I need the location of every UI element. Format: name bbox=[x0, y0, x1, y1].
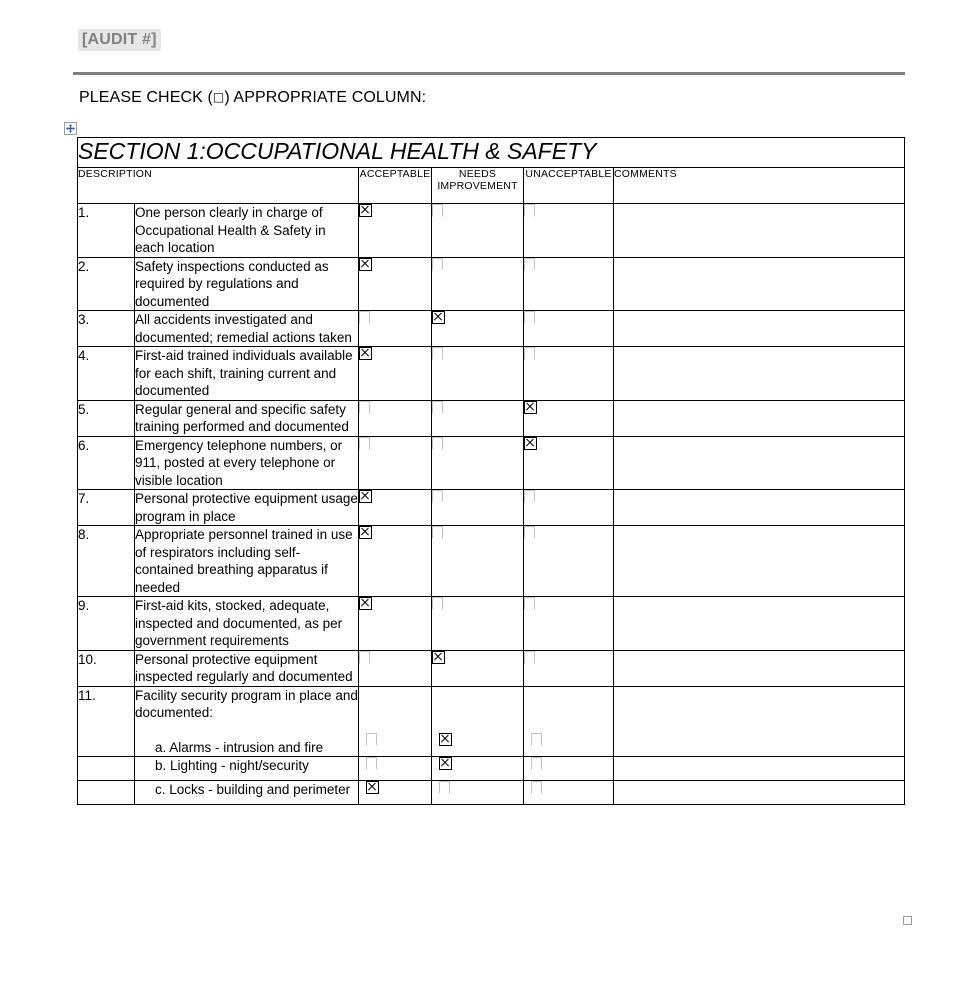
row-description-cell bbox=[135, 347, 359, 401]
checkbox-needs-improvement[interactable] bbox=[432, 347, 443, 360]
row-description: Safety inspections conducted as required by regulations and documented bbox=[135, 258, 329, 309]
comments-cell[interactable] bbox=[614, 257, 905, 311]
checkbox-acceptable[interactable] bbox=[359, 437, 370, 450]
row-number: 8. bbox=[78, 526, 135, 597]
comments-cell[interactable] bbox=[614, 757, 905, 781]
row-description-cell bbox=[135, 436, 359, 490]
table-move-handle[interactable] bbox=[64, 122, 77, 135]
column-header-needs-improvement-line1: NEEDS bbox=[458, 168, 497, 180]
checkbox-acceptable[interactable] bbox=[359, 401, 370, 414]
comments-cell[interactable] bbox=[614, 526, 905, 597]
checkbox-cell-unacceptable[interactable] bbox=[524, 347, 614, 401]
audit-number-field[interactable] bbox=[78, 29, 161, 51]
row-description-cell bbox=[135, 650, 359, 686]
checkbox-acceptable[interactable] bbox=[366, 733, 377, 746]
instruction-text-before: PLEASE CHECK ( bbox=[79, 89, 213, 106]
column-header-needs-improvement bbox=[432, 168, 524, 204]
row-description: One person clearly in charge of Occupational Health & Safety in each location bbox=[135, 205, 326, 255]
audit-checklist-table bbox=[77, 137, 905, 805]
checkbox-unacceptable[interactable] bbox=[524, 651, 535, 664]
row-number: 1. bbox=[78, 204, 135, 258]
checkbox-acceptable[interactable] bbox=[359, 258, 372, 271]
comments-cell[interactable] bbox=[614, 204, 905, 258]
checkbox-cell-acceptable[interactable] bbox=[359, 311, 432, 347]
empty-checkbox-icon: □ bbox=[212, 90, 225, 104]
row-number: 7. bbox=[78, 490, 135, 526]
checkbox-unacceptable[interactable] bbox=[524, 437, 537, 450]
checkbox-unacceptable[interactable] bbox=[524, 526, 535, 539]
column-header-row bbox=[78, 168, 905, 204]
checkbox-needs-improvement[interactable] bbox=[432, 490, 443, 503]
comments-cell[interactable] bbox=[614, 311, 905, 347]
row-description: First-aid trained individuals available for each shift, training current and documented bbox=[135, 348, 353, 398]
checkbox-needs-improvement[interactable] bbox=[439, 781, 450, 794]
row-description: Personal protective equipment inspected regularly and documented bbox=[135, 651, 353, 684]
checkbox-unacceptable[interactable] bbox=[524, 258, 535, 271]
checkbox-unacceptable[interactable] bbox=[524, 597, 535, 610]
comments-cell[interactable] bbox=[614, 650, 905, 686]
instruction-text-after: ) APPROPRIATE COLUMN: bbox=[224, 89, 427, 106]
checkbox-unacceptable[interactable] bbox=[524, 204, 535, 217]
checkbox-acceptable[interactable] bbox=[366, 781, 379, 794]
table-row bbox=[78, 686, 905, 757]
checkbox-unacceptable[interactable] bbox=[531, 757, 542, 770]
header-divider-rule bbox=[73, 72, 905, 75]
row-number: 9. bbox=[78, 597, 135, 651]
checkbox-cell-unacceptable[interactable] bbox=[524, 650, 614, 686]
checkbox-cell-acceptable[interactable] bbox=[359, 781, 432, 805]
row-number bbox=[78, 757, 135, 781]
checkbox-unacceptable[interactable] bbox=[524, 490, 535, 503]
spacer bbox=[135, 722, 358, 739]
row-description-cell bbox=[135, 526, 359, 597]
checkbox-cell-acceptable[interactable] bbox=[359, 650, 432, 686]
checkbox-cell-needs-improvement[interactable] bbox=[432, 526, 524, 597]
checkbox-acceptable[interactable] bbox=[359, 651, 370, 664]
checkbox-unacceptable[interactable] bbox=[531, 781, 542, 794]
row-number: 3. bbox=[78, 311, 135, 347]
table-row bbox=[78, 526, 905, 597]
row-description: Personal protective equipment usage program in place bbox=[135, 491, 358, 524]
checkbox-cell-needs-improvement[interactable] bbox=[432, 204, 524, 258]
checkbox-cell-acceptable[interactable] bbox=[359, 490, 432, 526]
checkbox-cell-needs-improvement[interactable] bbox=[432, 490, 524, 526]
row-description-cell bbox=[135, 686, 359, 757]
checkbox-cell-unacceptable[interactable] bbox=[524, 597, 614, 651]
checkbox-needs-improvement[interactable] bbox=[432, 597, 443, 610]
checkbox-cell-acceptable[interactable] bbox=[359, 597, 432, 651]
row-sub-item: c. Locks - building and perimeter bbox=[155, 782, 351, 797]
row-description: Facility security program in place and documented: bbox=[135, 687, 358, 720]
checkbox-cell-unacceptable[interactable] bbox=[524, 781, 614, 805]
comments-cell[interactable] bbox=[614, 781, 905, 805]
row-description-cell bbox=[135, 597, 359, 651]
checkbox-needs-improvement[interactable] bbox=[432, 401, 443, 414]
table-row bbox=[78, 650, 905, 686]
checkbox-needs-improvement[interactable] bbox=[432, 258, 443, 271]
row-description: Appropriate personnel trained in use of respirators including self-contained breathing apparatus if needed bbox=[135, 527, 353, 595]
checkbox-cell-acceptable[interactable] bbox=[359, 257, 432, 311]
checkbox-cell-needs-improvement[interactable] bbox=[432, 686, 524, 757]
checkbox-acceptable[interactable] bbox=[366, 757, 377, 770]
checkbox-acceptable[interactable] bbox=[359, 526, 372, 539]
checkbox-cell-unacceptable[interactable] bbox=[524, 757, 614, 781]
row-description-cell bbox=[135, 490, 359, 526]
checkbox-unacceptable[interactable] bbox=[531, 733, 542, 746]
row-sub-item: b. Lighting - night/security bbox=[155, 758, 309, 773]
row-number: 10. bbox=[78, 650, 135, 686]
checkbox-cell-needs-improvement[interactable] bbox=[432, 757, 524, 781]
checkbox-cell-unacceptable[interactable] bbox=[524, 490, 614, 526]
checkbox-cell-unacceptable[interactable] bbox=[524, 400, 614, 436]
column-header-description: DESCRIPTION bbox=[78, 168, 359, 204]
comments-cell[interactable] bbox=[614, 490, 905, 526]
checkbox-cell-acceptable[interactable] bbox=[359, 686, 432, 757]
table-row bbox=[78, 400, 905, 436]
checkbox-cell-unacceptable[interactable] bbox=[524, 311, 614, 347]
audit-number-placeholder: [AUDIT #] bbox=[78, 29, 161, 51]
row-number bbox=[78, 781, 135, 805]
checkbox-cell-needs-improvement[interactable] bbox=[432, 311, 524, 347]
row-description-cell bbox=[135, 311, 359, 347]
checkbox-needs-improvement[interactable] bbox=[432, 437, 443, 450]
table-resize-handle[interactable] bbox=[903, 916, 912, 925]
section-title: SECTION 1:OCCUPATIONAL HEALTH & SAFETY bbox=[78, 138, 597, 164]
checkbox-cell-unacceptable[interactable] bbox=[524, 257, 614, 311]
column-header-needs-improvement-line2: IMPROVEMENT bbox=[437, 180, 518, 192]
row-description: Emergency telephone numbers, or 911, posted at every telephone or visible location bbox=[135, 437, 343, 488]
row-number: 2. bbox=[78, 257, 135, 311]
checkbox-cell-needs-improvement[interactable] bbox=[432, 597, 524, 651]
table-row bbox=[78, 597, 905, 651]
column-header-unacceptable: UNACCEPTABLE bbox=[524, 168, 614, 204]
row-description-cell bbox=[135, 204, 359, 258]
row-description-cell bbox=[135, 400, 359, 436]
row-number: 6. bbox=[78, 436, 135, 490]
checkbox-cell-acceptable[interactable] bbox=[359, 347, 432, 401]
checkbox-needs-improvement[interactable] bbox=[439, 733, 452, 746]
checkbox-cell-unacceptable[interactable] bbox=[524, 526, 614, 597]
checkbox-acceptable[interactable] bbox=[359, 597, 372, 610]
table-row bbox=[78, 347, 905, 401]
row-number: 5. bbox=[78, 400, 135, 436]
checkbox-cell-needs-improvement[interactable] bbox=[432, 650, 524, 686]
comments-cell[interactable] bbox=[614, 436, 905, 490]
checkbox-cell-acceptable[interactable] bbox=[359, 436, 432, 490]
column-header-acceptable: ACCEPTABLE bbox=[359, 168, 432, 204]
checkbox-cell-acceptable[interactable] bbox=[359, 204, 432, 258]
checkbox-needs-improvement[interactable] bbox=[439, 757, 452, 770]
checkbox-acceptable[interactable] bbox=[359, 204, 372, 217]
row-description-cell bbox=[135, 781, 359, 805]
section-title-row bbox=[78, 138, 905, 168]
table-row bbox=[78, 311, 905, 347]
comments-cell[interactable] bbox=[614, 400, 905, 436]
checkbox-acceptable[interactable] bbox=[359, 311, 370, 324]
checkbox-cell-acceptable[interactable] bbox=[359, 526, 432, 597]
comments-cell[interactable] bbox=[614, 347, 905, 401]
row-number: 11. bbox=[78, 686, 135, 757]
row-sub-item: a. Alarms - intrusion and fire bbox=[155, 739, 324, 755]
checkbox-needs-improvement[interactable] bbox=[432, 526, 443, 539]
checkbox-needs-improvement[interactable] bbox=[432, 204, 443, 217]
checkbox-cell-acceptable[interactable] bbox=[359, 400, 432, 436]
table-row bbox=[78, 490, 905, 526]
row-description: All accidents investigated and documented; remedial actions taken bbox=[135, 312, 352, 345]
comments-cell[interactable] bbox=[614, 686, 905, 757]
checkbox-cell-unacceptable[interactable] bbox=[524, 686, 614, 757]
comments-cell[interactable] bbox=[614, 597, 905, 651]
checkbox-unacceptable[interactable] bbox=[524, 401, 537, 414]
checkbox-cell-needs-improvement[interactable] bbox=[432, 781, 524, 805]
row-description-cell bbox=[135, 757, 359, 781]
table-body bbox=[78, 138, 905, 805]
checkbox-cell-unacceptable[interactable] bbox=[524, 436, 614, 490]
row-description: First-aid kits, stocked, adequate, inspected and documented, as per government requirements bbox=[135, 598, 343, 648]
instruction-line bbox=[79, 88, 426, 108]
checkbox-unacceptable[interactable] bbox=[524, 311, 535, 324]
section-title-cell bbox=[78, 138, 905, 168]
row-number: 4. bbox=[78, 347, 135, 401]
checkbox-needs-improvement[interactable] bbox=[432, 651, 445, 664]
checkbox-cell-needs-improvement[interactable] bbox=[432, 400, 524, 436]
checkbox-acceptable[interactable] bbox=[359, 347, 372, 360]
checkbox-cell-unacceptable[interactable] bbox=[524, 204, 614, 258]
row-description: Regular general and specific safety training performed and documented bbox=[135, 401, 349, 434]
checkbox-cell-needs-improvement[interactable] bbox=[432, 436, 524, 490]
checkbox-cell-needs-improvement[interactable] bbox=[432, 257, 524, 311]
table-row bbox=[78, 436, 905, 490]
checkbox-unacceptable[interactable] bbox=[524, 347, 535, 360]
checkbox-acceptable[interactable] bbox=[359, 490, 372, 503]
table-row bbox=[78, 257, 905, 311]
checkbox-cell-acceptable[interactable] bbox=[359, 757, 432, 781]
column-header-comments: COMMENTS bbox=[614, 168, 905, 204]
table-row bbox=[78, 781, 905, 805]
table-row bbox=[78, 204, 905, 258]
row-description-cell bbox=[135, 257, 359, 311]
table-row bbox=[78, 757, 905, 781]
checkbox-cell-needs-improvement[interactable] bbox=[432, 347, 524, 401]
checkbox-needs-improvement[interactable] bbox=[432, 311, 445, 324]
